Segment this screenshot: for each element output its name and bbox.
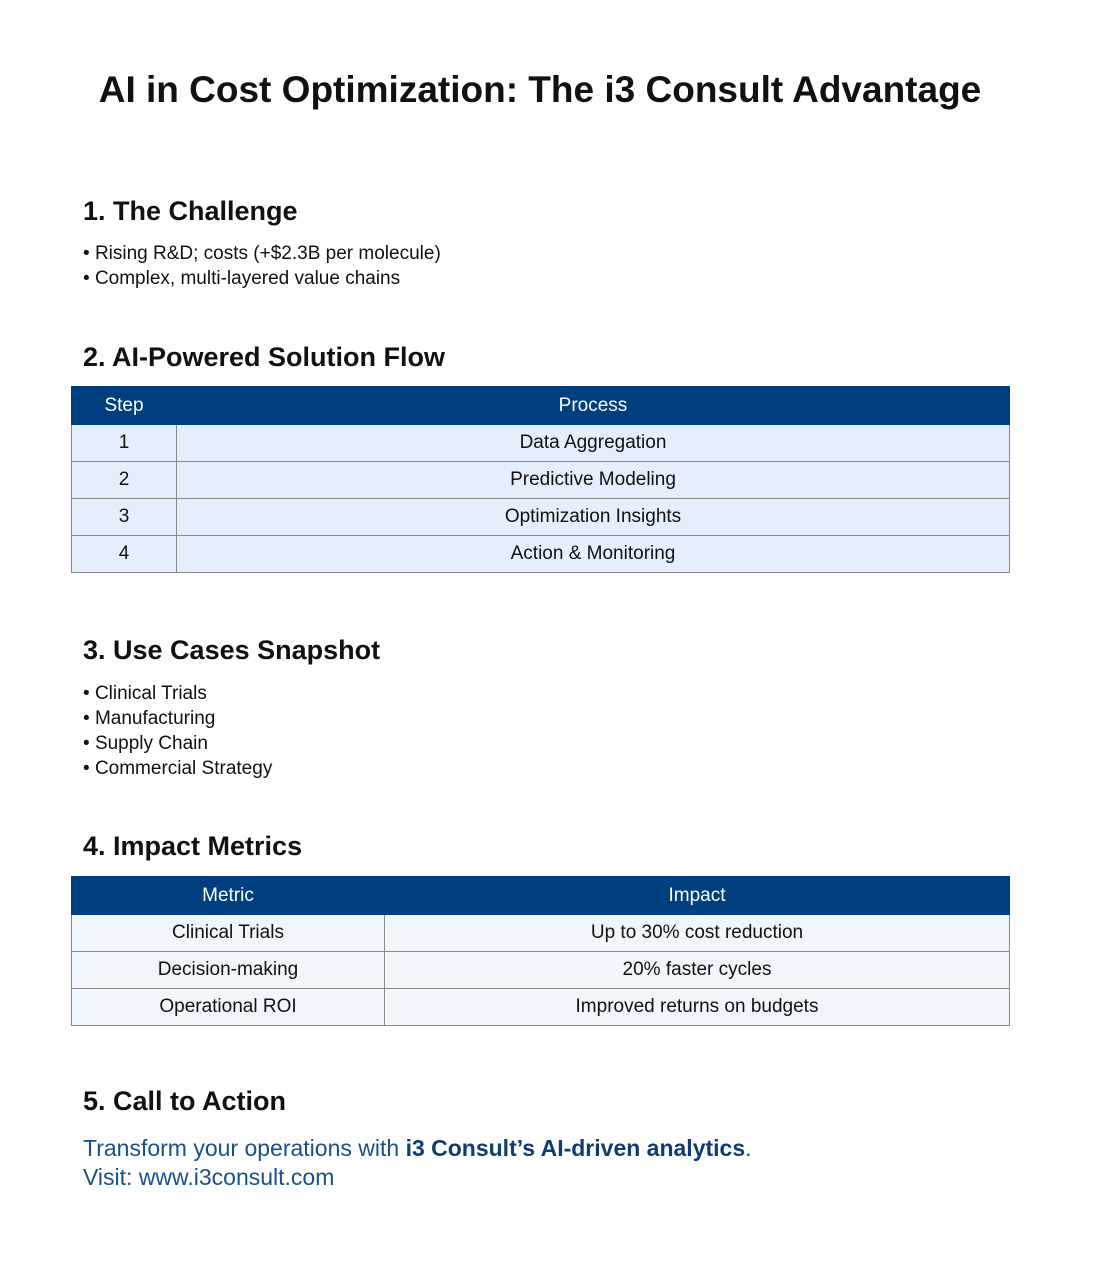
process-cell: Predictive Modeling [177, 462, 1010, 499]
impact-cell: Up to 30% cost reduction [385, 915, 1010, 952]
challenge-heading: 1. The Challenge [83, 196, 298, 226]
impact-metrics-table [71, 876, 1010, 1026]
impact-cell: Improved returns on budgets [385, 989, 1010, 1026]
process-cell: Data Aggregation [177, 425, 1010, 462]
impact-heading: 4. Impact Metrics [83, 831, 303, 861]
table-row [72, 499, 1010, 536]
list-item: • Rising R&D; costs (+$2.3B per molecule) [83, 241, 441, 266]
table-row [72, 952, 1010, 989]
step-cell: 1 [72, 425, 177, 462]
challenge-list [83, 241, 441, 291]
table-row [72, 915, 1010, 952]
table-row [72, 425, 1010, 462]
cta-message [83, 1134, 752, 1163]
column-header-process: Process [177, 387, 1010, 425]
step-cell: 4 [72, 536, 177, 573]
use-cases-list [83, 681, 272, 781]
step-cell: 2 [72, 462, 177, 499]
solution-flow-table [71, 386, 1010, 573]
list-item: • Supply Chain [83, 731, 272, 756]
step-cell: 3 [72, 499, 177, 536]
metric-cell: Clinical Trials [72, 915, 385, 952]
column-header-step: Step [72, 387, 177, 425]
cta-heading: 5. Call to Action [83, 1086, 287, 1116]
list-item: • Complex, multi-layered value chains [83, 266, 441, 291]
table-header-row [72, 387, 1010, 425]
cta-message-highlight: i3 Consult’s AI-driven analytics [405, 1135, 746, 1161]
column-header-metric: Metric [72, 877, 385, 915]
metric-cell: Decision-making [72, 952, 385, 989]
list-item: • Clinical Trials [83, 681, 272, 706]
table-row [72, 462, 1010, 499]
cta-website-link[interactable]: Visit: www.i3consult.com [83, 1164, 335, 1190]
list-item: • Manufacturing [83, 706, 272, 731]
page-title: AI in Cost Optimization: The i3 Consult Advantage [98, 69, 982, 110]
column-header-impact: Impact [385, 877, 1010, 915]
use-cases-heading: 3. Use Cases Snapshot [83, 635, 381, 665]
cta-message-suffix: . [745, 1135, 752, 1161]
process-cell: Optimization Insights [177, 499, 1010, 536]
table-header-row [72, 877, 1010, 915]
metric-cell: Operational ROI [72, 989, 385, 1026]
table-row [72, 989, 1010, 1026]
list-item: • Commercial Strategy [83, 756, 272, 781]
solution-flow-heading: 2. AI-Powered Solution Flow [83, 342, 446, 372]
cta-message-prefix: Transform your operations with [83, 1135, 406, 1161]
impact-cell: 20% faster cycles [385, 952, 1010, 989]
table-row [72, 536, 1010, 573]
process-cell: Action & Monitoring [177, 536, 1010, 573]
